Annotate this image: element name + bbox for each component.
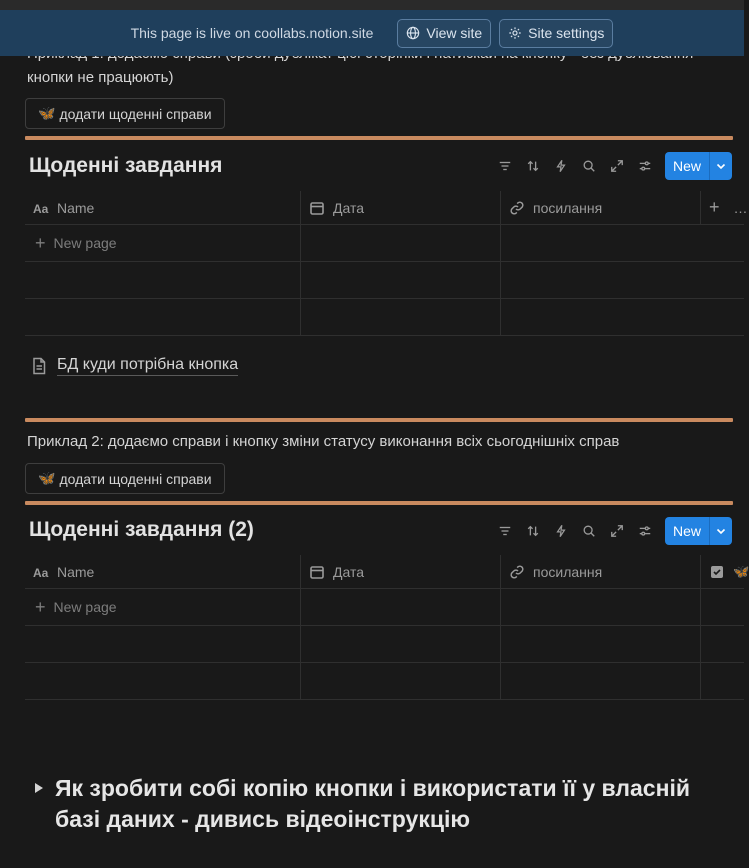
divider xyxy=(25,418,733,422)
triangle-right-icon[interactable] xyxy=(33,773,45,803)
table-row xyxy=(25,262,744,299)
globe-icon xyxy=(406,26,420,40)
add-daily-tasks-button-1[interactable] xyxy=(25,98,225,129)
new-page-cell[interactable] xyxy=(25,589,301,625)
table-row xyxy=(25,225,744,262)
checkbox-icon xyxy=(709,564,725,580)
new-button[interactable] xyxy=(665,152,732,180)
plus-icon: + xyxy=(35,232,46,253)
db1-table xyxy=(25,191,748,336)
search-icon[interactable] xyxy=(575,152,603,180)
new-button-label[interactable]: New xyxy=(665,152,709,180)
plus-icon[interactable]: + xyxy=(709,197,720,217)
lightning-icon[interactable] xyxy=(547,517,575,545)
column-link[interactable]: посилання xyxy=(501,191,701,224)
table-cell[interactable] xyxy=(701,589,744,625)
svg-text:Aa: Aa xyxy=(33,201,49,216)
add-daily-tasks-label: додати щоденні справи xyxy=(59,470,212,487)
view-site-label: View site xyxy=(426,25,483,41)
site-settings-label: Site settings xyxy=(528,25,605,41)
new-page-label: New page xyxy=(53,235,117,251)
chevron-down-icon[interactable] xyxy=(709,517,732,545)
table-cell[interactable] xyxy=(25,299,301,335)
lightning-icon[interactable] xyxy=(547,152,575,180)
text-icon xyxy=(33,564,49,580)
calendar-icon xyxy=(309,200,325,216)
column-name[interactable]: Aa Name xyxy=(25,555,301,588)
more-icon[interactable]: … xyxy=(733,199,748,216)
new-page-label: New page xyxy=(53,599,117,615)
table-cell[interactable] xyxy=(501,262,744,298)
db1-title[interactable]: Щоденні завдання xyxy=(29,154,223,177)
table-cell[interactable] xyxy=(301,299,501,335)
link-icon xyxy=(509,200,525,216)
table-cell[interactable] xyxy=(301,262,501,298)
expand-icon[interactable] xyxy=(603,152,631,180)
new-page-cell[interactable] xyxy=(25,225,301,261)
column-date[interactable]: Дата xyxy=(301,191,501,224)
column-checkbox[interactable] xyxy=(701,555,749,588)
column-link[interactable]: посилання xyxy=(501,555,701,588)
new-button[interactable] xyxy=(665,517,732,545)
toggle-heading[interactable] xyxy=(33,773,690,835)
table-cell[interactable] xyxy=(501,663,701,699)
view-site-button[interactable] xyxy=(397,19,491,48)
table-cell[interactable] xyxy=(25,262,301,298)
table-cell[interactable] xyxy=(25,663,301,699)
table-cell[interactable] xyxy=(701,626,744,662)
table-cell[interactable] xyxy=(501,225,744,261)
add-daily-tasks-button-2[interactable] xyxy=(25,463,225,494)
banner-text: This page is live on coollabs.notion.site xyxy=(130,25,374,41)
butterfly-icon: 🦋 xyxy=(38,105,56,121)
table-cell[interactable] xyxy=(25,626,301,662)
db1-toolbar xyxy=(491,152,732,180)
example1-text: кнопки не працюють) xyxy=(27,69,174,86)
table-cell[interactable] xyxy=(301,626,501,662)
table-row xyxy=(25,663,744,700)
page-icon xyxy=(29,356,49,376)
table-cell[interactable] xyxy=(501,299,744,335)
table-header xyxy=(25,191,748,225)
table-header xyxy=(25,555,749,589)
text-icon xyxy=(33,200,49,216)
filter-icon[interactable] xyxy=(491,152,519,180)
publish-banner xyxy=(0,10,744,56)
calendar-icon xyxy=(309,564,325,580)
butterfly-icon: 🦋 xyxy=(38,470,56,486)
link-icon xyxy=(509,564,525,580)
chevron-down-icon[interactable] xyxy=(709,152,732,180)
db2-title[interactable]: Щоденні завдання (2) xyxy=(29,518,254,541)
filter-icon[interactable] xyxy=(491,517,519,545)
toggle-heading-text: Як зробити собі копію кнопки і використати її у власній базі даних - дивись відеоінструкцію xyxy=(55,775,690,832)
table-cell[interactable] xyxy=(501,589,701,625)
divider xyxy=(25,501,733,505)
db2-toolbar xyxy=(491,517,732,545)
top-strip xyxy=(0,0,744,10)
example2-text: Приклад 2: додаємо справи і кнопку зміни статусу виконання всіх сьогоднішніх справ xyxy=(27,433,620,450)
gear-icon xyxy=(508,26,522,40)
db2-table xyxy=(25,555,749,700)
search-icon[interactable] xyxy=(575,517,603,545)
sort-icon[interactable] xyxy=(519,517,547,545)
sort-icon[interactable] xyxy=(519,152,547,180)
column-date[interactable]: Дата xyxy=(301,555,501,588)
settings-sliders-icon[interactable] xyxy=(631,517,659,545)
table-cell[interactable] xyxy=(301,589,501,625)
table-cell[interactable] xyxy=(301,225,501,261)
table-cell[interactable] xyxy=(701,663,744,699)
page-link[interactable] xyxy=(29,355,238,376)
divider xyxy=(25,136,733,140)
butterfly-icon: 🦋 xyxy=(733,563,749,579)
expand-icon[interactable] xyxy=(603,517,631,545)
page-link-label: БД куди потрібна кнопка xyxy=(57,355,238,376)
add-daily-tasks-label: додати щоденні справи xyxy=(59,105,212,122)
table-row xyxy=(25,589,744,626)
table-row xyxy=(25,626,744,663)
plus-icon: + xyxy=(35,596,46,617)
column-add xyxy=(701,191,748,224)
table-cell[interactable] xyxy=(301,663,501,699)
column-name[interactable]: Aa Name xyxy=(25,191,301,224)
table-cell[interactable] xyxy=(501,626,701,662)
table-row xyxy=(25,299,744,336)
new-button-label[interactable]: New xyxy=(665,517,709,545)
site-settings-button[interactable] xyxy=(499,19,613,48)
settings-sliders-icon[interactable] xyxy=(631,152,659,180)
svg-text:Aa: Aa xyxy=(33,565,49,580)
